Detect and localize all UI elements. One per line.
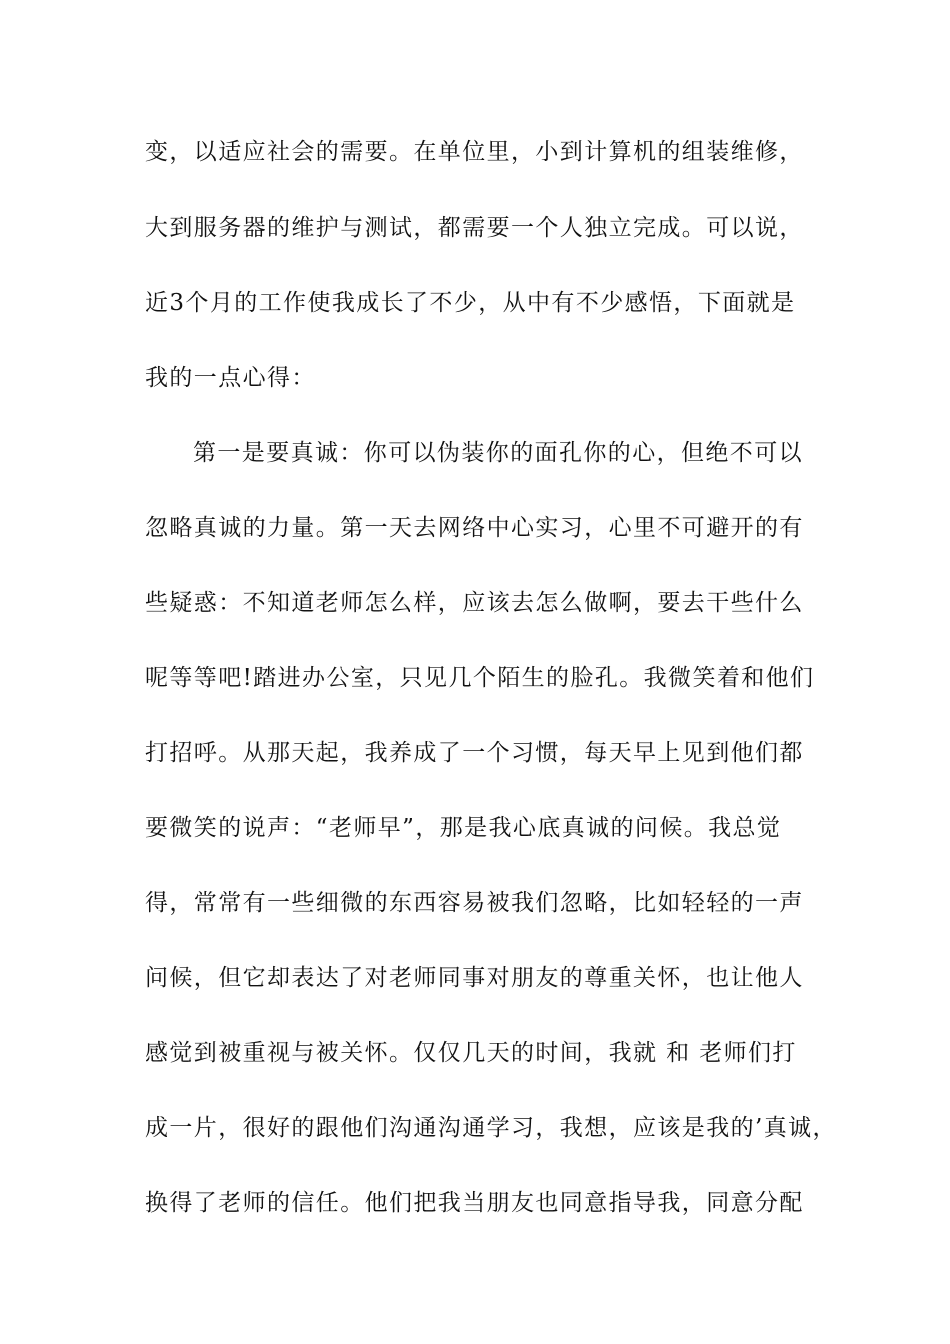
text-line: 近3个月的工作使我成长了不少，从中有不少感悟，下面就是 (145, 290, 796, 316)
text-line: 成一片，很好的跟他们沟通沟通学习，我想，应该是我的’真诚， (145, 1115, 837, 1141)
text-line: 呢等等吧!踏进办公室，只见几个陌生的脸孔。我微笑着和他们 (145, 665, 815, 691)
text-line: 忽略真诚的力量。第一天去网络中心实习，心里不可避开的有 (145, 515, 804, 541)
text-line: 打招呼。从那天起，我养成了一个习惯，每天早上见到他们都 (145, 740, 804, 766)
text-line: 变，以适应社会的需要。在单位里，小到计算机的组装维修， (145, 139, 804, 165)
text-line: 大到服务器的维护与测试，都需要一个人独立完成。可以说， (145, 215, 804, 241)
text-line: 问候，但它却表达了对老师同事对朋友的尊重关怀，也让他人 (145, 965, 804, 991)
text-line: 换得了老师的信任。他们把我当朋友也同意指导我，同意分配 (145, 1190, 804, 1216)
text-line: 要微笑的说声：“老师早”，那是我心底真诚的问候。我总觉 (145, 815, 782, 841)
text-line: 得，常常有一些细微的东西容易被我们忽略，比如轻轻的一声 (145, 890, 804, 916)
text-line: 些疑惑：不知道老师怎么样，应该去怎么做啊，要去干些什么 (145, 590, 804, 616)
text-line: 我的一点心得： (145, 365, 316, 391)
paragraph-first-line: 第一是要真诚：你可以伪装你的面孔你的心，但绝不可以 (193, 440, 803, 466)
text-line: 感觉到被重视与被关怀。仅仅几天的时间，我就 和 老师们打 (145, 1040, 797, 1066)
